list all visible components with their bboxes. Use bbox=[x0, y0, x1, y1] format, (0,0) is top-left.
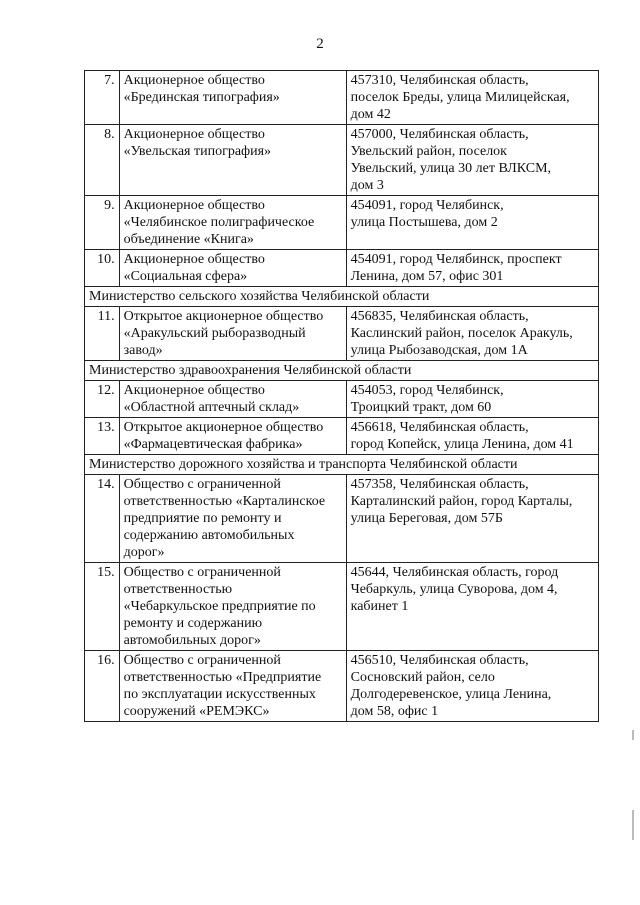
organization-name-line: «Челябинское полиграфическое bbox=[123, 215, 315, 230]
row-number: 12. bbox=[85, 381, 120, 418]
organization-name-line: «Фармацевтическая фабрика» bbox=[123, 437, 303, 452]
organization-name bbox=[119, 475, 346, 563]
organization-name-line: «Социальная сфера» bbox=[123, 269, 248, 284]
organization-name-line: автомобильных дорог» bbox=[123, 633, 261, 648]
organization-address-line: Увельский, улица 30 лет ВЛКСМ, bbox=[350, 161, 552, 176]
organization-address-line: Сосновский район, село bbox=[350, 670, 495, 685]
organization-name-line: Открытое акционерное общество bbox=[123, 309, 324, 324]
organization-name-line: объединение «Книга» bbox=[123, 232, 254, 247]
organization-address-line: 456835, Челябинская область, bbox=[350, 309, 529, 324]
organization-name-line: Акционерное общество bbox=[123, 73, 265, 88]
organization-address-line: город Копейск, улица Ленина, дом 41 bbox=[350, 437, 574, 452]
organizations-table bbox=[84, 70, 599, 722]
section-title: Министерство здравоохранения Челябинской области bbox=[85, 361, 599, 381]
organization-address-line: улица Постышева, дом 2 bbox=[350, 215, 498, 230]
table-body bbox=[85, 71, 599, 722]
section-title: Министерство дорожного хозяйства и транспорта Челябинской области bbox=[85, 455, 599, 475]
organization-address-line: Долгодеревенское, улица Ленина, bbox=[350, 687, 552, 702]
row-number: 9. bbox=[85, 196, 120, 250]
row-number: 14. bbox=[85, 475, 120, 563]
organization-name-line: Общество с ограниченной bbox=[123, 477, 281, 492]
organization-name-line: «Увельская типография» bbox=[123, 144, 272, 159]
organization-name bbox=[119, 307, 346, 361]
row-number: 11. bbox=[85, 307, 120, 361]
organization-name-line: ответственностью «Предприятие bbox=[123, 670, 322, 685]
table-row bbox=[85, 125, 599, 196]
organization-name-line: «Аракульский рыборазводный bbox=[123, 326, 306, 341]
row-number: 15. bbox=[85, 563, 120, 651]
organization-address bbox=[346, 125, 598, 196]
organization-name-line: «Чебаркульское предприятие по bbox=[123, 599, 316, 614]
organization-name-line: завод» bbox=[123, 343, 163, 358]
organization-address-line: Увельский район, поселок bbox=[350, 144, 507, 159]
organization-name bbox=[119, 381, 346, 418]
table-row bbox=[85, 475, 599, 563]
organization-name-line: «Областной аптечный склад» bbox=[123, 400, 300, 415]
organization-address-line: 454091, город Челябинск, проспект bbox=[350, 252, 562, 267]
section-row bbox=[85, 361, 599, 381]
organization-address bbox=[346, 418, 598, 455]
organization-address bbox=[346, 563, 598, 651]
table-row bbox=[85, 196, 599, 250]
organization-address-line: 454091, город Челябинск, bbox=[350, 198, 504, 213]
row-number: 8. bbox=[85, 125, 120, 196]
section-row bbox=[85, 455, 599, 475]
organization-name-line: Акционерное общество bbox=[123, 198, 265, 213]
table-row bbox=[85, 307, 599, 361]
organization-address-line: дом 42 bbox=[350, 107, 391, 122]
organization-address-line: кабинет 1 bbox=[350, 599, 409, 614]
organization-name-line: Общество с ограниченной bbox=[123, 653, 281, 668]
organization-address-line: Троицкий тракт, дом 60 bbox=[350, 400, 492, 415]
section-row bbox=[85, 287, 599, 307]
row-number: 7. bbox=[85, 71, 120, 125]
organization-address-line: дом 3 bbox=[350, 178, 384, 193]
scan-artifact bbox=[632, 730, 634, 740]
organization-name-line: Акционерное общество bbox=[123, 127, 265, 142]
table-row bbox=[85, 418, 599, 455]
organization-address bbox=[346, 381, 598, 418]
organization-address-line: 457310, Челябинская область, bbox=[350, 73, 529, 88]
table-row bbox=[85, 381, 599, 418]
organization-address-line: Каслинский район, поселок Аракуль, bbox=[350, 326, 573, 341]
organization-address-line: поселок Бреды, улица Милицейская, bbox=[350, 90, 570, 105]
organization-name-line: Акционерное общество bbox=[123, 252, 265, 267]
organization-name-line: Акционерное общество bbox=[123, 383, 265, 398]
row-number: 10. bbox=[85, 250, 120, 287]
scan-artifact bbox=[632, 810, 634, 840]
organization-address-line: 456618, Челябинская область, bbox=[350, 420, 529, 435]
organization-name-line: Открытое акционерное общество bbox=[123, 420, 324, 435]
organization-address-line: улица Рыбозаводская, дом 1А bbox=[350, 343, 528, 358]
organization-name bbox=[119, 418, 346, 455]
table-row bbox=[85, 71, 599, 125]
table-row bbox=[85, 651, 599, 722]
organization-name bbox=[119, 196, 346, 250]
organization-name-line: Общество с ограниченной bbox=[123, 565, 281, 580]
organization-address bbox=[346, 307, 598, 361]
organization-name bbox=[119, 250, 346, 287]
organization-address-line: 454053, город Челябинск, bbox=[350, 383, 504, 398]
organization-name bbox=[119, 125, 346, 196]
section-title: Министерство сельского хозяйства Челябинской области bbox=[85, 287, 599, 307]
organization-name-line: дорог» bbox=[123, 545, 165, 560]
organization-address bbox=[346, 651, 598, 722]
table-row bbox=[85, 250, 599, 287]
organization-address-line: 45644, Челябинская область, город bbox=[350, 565, 559, 580]
organization-name-line: содержанию автомобильных bbox=[123, 528, 295, 543]
organization-name bbox=[119, 563, 346, 651]
organization-address-line: Карталинский район, город Карталы, bbox=[350, 494, 573, 509]
organization-address-line: 456510, Челябинская область, bbox=[350, 653, 529, 668]
row-number: 16. bbox=[85, 651, 120, 722]
organization-address-line: Чебаркуль, улица Суворова, дом 4, bbox=[350, 582, 558, 597]
organization-address-line: 457000, Челябинская область, bbox=[350, 127, 529, 142]
organization-name-line: предприятие по ремонту и bbox=[123, 511, 282, 526]
organization-name-line: ответственностью bbox=[123, 582, 233, 597]
organization-name-line: ремонту и содержанию bbox=[123, 616, 263, 631]
organization-address bbox=[346, 196, 598, 250]
organization-address-line: улица Береговая, дом 57Б bbox=[350, 511, 503, 526]
organization-address-line: дом 58, офис 1 bbox=[350, 704, 439, 719]
organization-name-line: сооружений «РЕМЭКС» bbox=[123, 704, 270, 719]
organization-address-line: 457358, Челябинская область, bbox=[350, 477, 529, 492]
table-row bbox=[85, 563, 599, 651]
organization-address bbox=[346, 475, 598, 563]
page-number: 2 bbox=[316, 36, 324, 52]
organization-address bbox=[346, 250, 598, 287]
organization-name bbox=[119, 71, 346, 125]
organization-name-line: по эксплуатации искусственных bbox=[123, 687, 316, 702]
row-number: 13. bbox=[85, 418, 120, 455]
organization-name-line: ответственностью «Карталинское bbox=[123, 494, 326, 509]
organization-address bbox=[346, 71, 598, 125]
organization-name-line: «Брединская типография» bbox=[123, 90, 280, 105]
organization-name bbox=[119, 651, 346, 722]
organization-address-line: Ленина, дом 57, офис 301 bbox=[350, 269, 504, 284]
